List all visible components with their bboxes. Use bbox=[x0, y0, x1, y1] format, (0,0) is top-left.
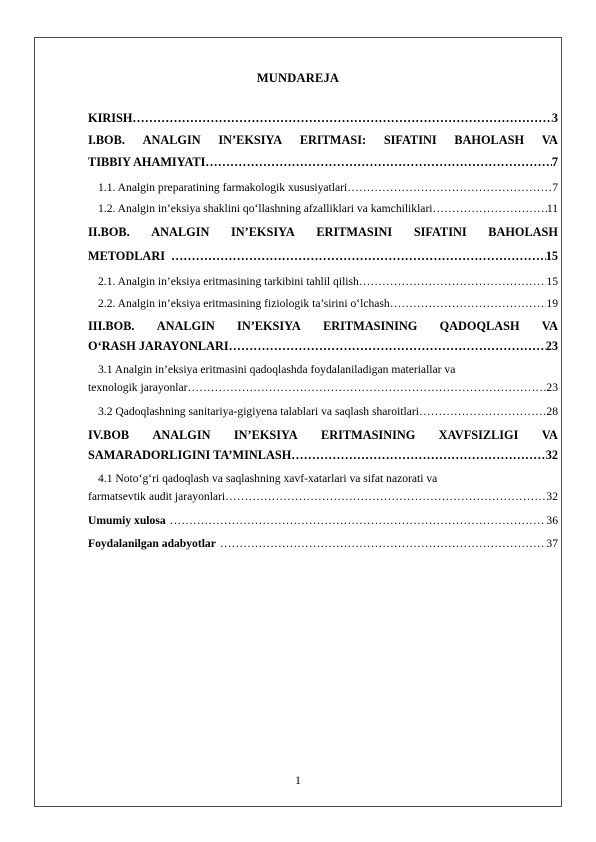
word: ANALGIN bbox=[156, 319, 215, 333]
dot-leader bbox=[170, 514, 547, 527]
toc-entry-label: 4.1 Noto‘g‘ri qadoqlash va saqlashning xavf-xatarlari va sifat nazorati va bbox=[98, 472, 438, 485]
toc-entry-label: KIRISH bbox=[88, 111, 133, 125]
word: ERITMASINING bbox=[321, 428, 416, 442]
toc-entry-bob3-line1[interactable] bbox=[88, 319, 558, 334]
toc-entry-4-1-line1[interactable] bbox=[98, 472, 558, 485]
dot-leader bbox=[205, 155, 551, 170]
toc-entry-label: farmatsevtik audit jarayonlari bbox=[88, 490, 226, 503]
toc-entry-bob1-line1[interactable] bbox=[88, 133, 558, 148]
toc-entry-page: 28 bbox=[546, 405, 558, 418]
toc-entry-label: TIBBIY AHAMIYATI bbox=[88, 155, 206, 169]
toc-entry-label: 1.1. Analgin preparatining farmakologik xususiyatlari bbox=[98, 181, 348, 194]
dot-leader bbox=[433, 202, 547, 215]
toc-entry-adabiyot[interactable] bbox=[88, 537, 558, 550]
toc-entry-label: 2.1. Analgin in’eksiya eritmasining tarkibini tahlil qilish bbox=[98, 275, 359, 288]
word: VA bbox=[541, 133, 558, 147]
word: ERITMASINING bbox=[323, 319, 418, 333]
word: ERITMASI: bbox=[299, 133, 367, 147]
dot-leader bbox=[291, 448, 545, 463]
word: BAHOLASH bbox=[454, 133, 525, 147]
dot-leader bbox=[229, 339, 546, 354]
toc-entry-page: 23 bbox=[546, 381, 558, 394]
toc-entry-3-1-line1[interactable] bbox=[98, 363, 558, 376]
dot-leader bbox=[419, 405, 546, 418]
toc-entry-page: 15 bbox=[546, 275, 558, 288]
toc-entry-page: 32 bbox=[545, 448, 558, 462]
word: SIFATINI bbox=[413, 225, 467, 239]
toc-entry-4-1-line2[interactable] bbox=[88, 490, 558, 503]
word: IN’EKSIYA bbox=[237, 319, 301, 333]
dot-leader bbox=[390, 297, 547, 310]
word: ANALGIN bbox=[152, 428, 211, 442]
toc-entry-page: 32 bbox=[546, 490, 558, 503]
toc-entry-bob4-line1[interactable] bbox=[88, 428, 558, 443]
word: IV.BOB bbox=[88, 428, 130, 442]
toc-entry-label: 3.2 Qadoqlashning sanitariya-gigiyena talablari va saqlash sharoitlari bbox=[98, 405, 419, 418]
toc-entry-page: 11 bbox=[546, 202, 558, 215]
word: VA bbox=[541, 319, 558, 333]
word: VA bbox=[541, 428, 558, 442]
dot-leader bbox=[132, 111, 551, 126]
toc-entry-2-2[interactable] bbox=[98, 297, 558, 310]
word: ANALGIN bbox=[151, 225, 210, 239]
word: III.BOB. bbox=[88, 319, 135, 333]
toc-entry-bob4-line2[interactable] bbox=[88, 448, 558, 463]
toc-entry-label: 1.2. Analgin in’eksiya shaklini qo‘llashning afzalliklari va kamchiliklari bbox=[98, 202, 433, 215]
dot-leader bbox=[187, 381, 546, 394]
word: SIFATINI bbox=[383, 133, 437, 147]
toc-entry-page: 7 bbox=[552, 181, 558, 194]
page-border bbox=[34, 37, 562, 807]
toc-entry-2-1[interactable] bbox=[98, 275, 558, 288]
page-number: 1 bbox=[295, 775, 301, 787]
toc-entry-1-2[interactable] bbox=[98, 202, 558, 215]
toc-entry-bob1-line2[interactable] bbox=[88, 155, 558, 170]
dot-leader bbox=[347, 181, 552, 194]
toc-entry-1-1[interactable] bbox=[98, 181, 558, 194]
toc-entry-page: 7 bbox=[551, 155, 558, 169]
toc-entry-label: METODLARI bbox=[88, 249, 165, 263]
toc-entry-label: Foydalanilgan adabyotlar bbox=[88, 537, 216, 550]
toc-title: MUNDAREJA bbox=[256, 71, 340, 85]
dot-leader bbox=[171, 249, 546, 264]
toc-entry-kirish[interactable] bbox=[88, 111, 558, 126]
word: XAVFSIZLIGI bbox=[438, 428, 519, 442]
toc-entry-bob2-line2[interactable] bbox=[88, 249, 558, 264]
word: II.BOB. bbox=[88, 225, 130, 239]
dot-leader bbox=[225, 490, 546, 503]
word: IN’EKSIYA bbox=[218, 133, 283, 147]
toc-entry-label: texnologik jarayonlar bbox=[88, 381, 188, 394]
toc-entry-3-2[interactable] bbox=[98, 405, 558, 418]
dot-leader bbox=[220, 537, 547, 550]
dot-leader bbox=[359, 275, 547, 288]
toc-entry-page: 3 bbox=[551, 111, 558, 125]
word: QADOQLASH bbox=[439, 319, 520, 333]
toc-entry-page: 19 bbox=[546, 297, 558, 310]
word: IN’EKSIYA bbox=[230, 225, 295, 239]
toc-entry-label: Umumiy xulosa bbox=[88, 514, 166, 527]
toc-entry-page: 23 bbox=[545, 339, 558, 353]
word: BAHOLASH bbox=[488, 225, 558, 239]
toc-entry-xulosa[interactable] bbox=[88, 514, 558, 527]
toc-entry-page: 15 bbox=[545, 249, 558, 263]
toc-entry-label: SAMARADORLIGINI TA’MINLASH bbox=[88, 448, 292, 462]
toc-entry-label: 2.2. Analgin in’eksiya eritmasining fiziologik ta’sirini o‘lchash bbox=[98, 297, 390, 310]
toc-entry-page: 37 bbox=[546, 537, 558, 550]
toc-entry-label: 3.1 Analgin in’eksiya eritmasini qadoqlashda foydalaniladigan materiallar va bbox=[98, 363, 456, 376]
toc-entry-bob3-line2[interactable] bbox=[88, 339, 558, 354]
word: I.BOB. bbox=[88, 133, 125, 147]
toc-entry-page: 36 bbox=[546, 514, 558, 527]
toc-entry-3-1-line2[interactable] bbox=[88, 381, 558, 394]
toc-entry-bob2-line1[interactable] bbox=[88, 225, 558, 240]
word: ANALGIN bbox=[142, 133, 201, 147]
word: ERITMASINI bbox=[316, 225, 393, 239]
toc-entry-label: O‘RASH JARAYONLARI bbox=[88, 339, 229, 353]
word: IN’EKSIYA bbox=[233, 428, 298, 442]
